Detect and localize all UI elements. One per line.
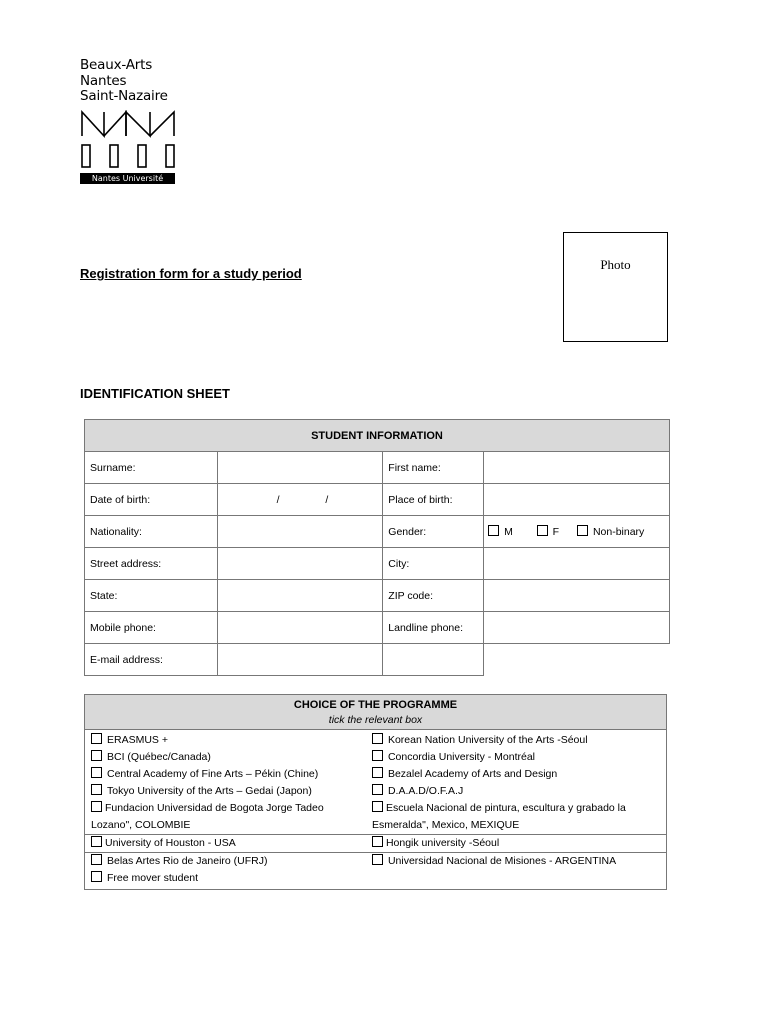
- zip-label: ZIP code:: [383, 580, 484, 612]
- option-esmeralda[interactable]: [372, 800, 666, 817]
- gender-m-checkbox[interactable]: [488, 525, 499, 536]
- checkbox[interactable]: [372, 854, 383, 865]
- first-name-label: First name:: [383, 452, 484, 484]
- option-label: D.A.A.D/O.F.A.J: [387, 785, 464, 797]
- registration-title: Registration form for a study period: [80, 266, 302, 281]
- surname-field[interactable]: [217, 452, 383, 484]
- email-field-ext[interactable]: [383, 644, 484, 676]
- option-bci[interactable]: [91, 749, 372, 766]
- option-label: Tokyo University of the Arts – Gedai (Japon): [107, 785, 312, 797]
- option-label: Escuela Nacional de pintura, escultura y grabado la: [385, 802, 626, 814]
- gender-m-label: M: [504, 526, 513, 538]
- option-label: Korean Nation University of the Arts -Séoul: [387, 734, 588, 746]
- email-label: E-mail address:: [85, 644, 218, 676]
- option-label: Concordia University - Montréal: [387, 751, 536, 763]
- checkbox[interactable]: [372, 801, 383, 812]
- nationality-field[interactable]: [217, 516, 383, 548]
- option-daad[interactable]: [372, 783, 666, 800]
- dob-field[interactable]: [217, 484, 383, 516]
- checkbox[interactable]: [372, 733, 383, 744]
- gender-label: Gender:: [383, 516, 484, 548]
- option-central-academy[interactable]: [91, 766, 372, 783]
- option-label: Fundacion Universidad de Bogota Jorge Tadeo: [105, 802, 324, 814]
- option-bezalel[interactable]: [372, 766, 666, 783]
- city-field[interactable]: [484, 548, 670, 580]
- option-tokyo[interactable]: [91, 783, 372, 800]
- logo-line-3: Saint-Nazaire: [80, 88, 168, 104]
- option-label: Universidad Nacional de Misiones - ARGENTINA: [387, 855, 617, 867]
- gender-nb-checkbox[interactable]: [577, 525, 588, 536]
- option-misiones[interactable]: [372, 853, 666, 870]
- photo-box: [563, 232, 668, 342]
- option-label: BCI (Québec/Canada): [107, 751, 211, 763]
- option-label: ERASMUS +: [107, 734, 168, 746]
- logo-line-2: Nantes: [80, 72, 127, 89]
- mobile-field[interactable]: [217, 612, 383, 644]
- checkbox[interactable]: [91, 854, 102, 865]
- street-label: Street address:: [85, 548, 218, 580]
- dob-slash-1: /: [276, 493, 280, 506]
- option-bogota-cont: Lozano", COLOMBIE: [85, 817, 372, 835]
- option-label: Hongik university -Séoul: [385, 837, 500, 849]
- first-name-field[interactable]: [484, 452, 670, 484]
- checkbox[interactable]: [372, 767, 383, 778]
- surname-label: Surname:: [85, 452, 218, 484]
- gender-nb-label: Non-binary: [592, 526, 645, 538]
- dob-slash-2: /: [325, 493, 329, 506]
- option-label: Belas Artes Rio de Janeiro (UFRJ): [107, 855, 268, 867]
- state-label: State:: [85, 580, 218, 612]
- checkbox[interactable]: [91, 871, 102, 882]
- programme-left-column: [85, 730, 372, 890]
- programme-table: [84, 694, 667, 890]
- place-of-birth-field[interactable]: [484, 484, 670, 516]
- photo-label: Photo: [600, 257, 631, 272]
- option-rio[interactable]: [91, 853, 372, 870]
- option-label: Central Academy of Fine Arts – Pékin (Chine): [107, 768, 319, 780]
- option-hongik[interactable]: [372, 835, 666, 853]
- gender-f-label: F: [552, 526, 560, 538]
- option-bogota[interactable]: [91, 800, 372, 817]
- checkbox[interactable]: [372, 836, 383, 847]
- gender-f-checkbox[interactable]: [537, 525, 548, 536]
- checkbox[interactable]: [91, 836, 102, 847]
- blank-cell: [484, 644, 670, 676]
- school-logo: [80, 58, 168, 105]
- logo-line-1: Beaux-Arts: [80, 57, 153, 73]
- option-label: Bezalel Academy of Arts and Design: [387, 768, 558, 780]
- checkbox[interactable]: [91, 750, 102, 761]
- nationality-label: Nationality:: [85, 516, 218, 548]
- gender-options: [484, 516, 670, 548]
- option-esmeralda-cont: Esmeralda", Mexico, MEXIQUE: [372, 817, 666, 835]
- zip-field[interactable]: [484, 580, 670, 612]
- option-label: University of Houston - USA: [105, 837, 236, 849]
- programme-header: [85, 695, 667, 730]
- logo-mark-icon: [80, 110, 176, 170]
- option-houston[interactable]: [85, 835, 372, 853]
- option-erasmus[interactable]: [91, 732, 372, 749]
- option-concordia[interactable]: [372, 749, 666, 766]
- landline-label: Landline phone:: [383, 612, 484, 644]
- programme-right-column: [372, 730, 667, 890]
- checkbox[interactable]: [372, 750, 383, 761]
- option-free-mover[interactable]: [91, 870, 372, 887]
- place-of-birth-label: Place of birth:: [383, 484, 484, 516]
- mobile-label: Mobile phone:: [85, 612, 218, 644]
- checkbox[interactable]: [91, 733, 102, 744]
- identification-title: IDENTIFICATION SHEET: [80, 386, 230, 401]
- option-korean[interactable]: [372, 732, 666, 749]
- state-field[interactable]: [217, 580, 383, 612]
- street-field[interactable]: [217, 548, 383, 580]
- programme-title: CHOICE OF THE PROGRAMME: [293, 699, 458, 711]
- email-field[interactable]: [217, 644, 383, 676]
- university-badge: Nantes Université: [80, 173, 175, 184]
- checkbox[interactable]: [91, 801, 102, 812]
- student-info-header: STUDENT INFORMATION: [85, 420, 670, 452]
- option-label: Free mover student: [107, 872, 199, 884]
- landline-field[interactable]: [484, 612, 670, 644]
- city-label: City:: [383, 548, 484, 580]
- programme-subtitle: tick the relevant box: [328, 714, 423, 726]
- checkbox[interactable]: [372, 784, 383, 795]
- checkbox[interactable]: [91, 784, 102, 795]
- student-info-table: [84, 419, 670, 676]
- checkbox[interactable]: [91, 767, 102, 778]
- dob-label: Date of birth:: [85, 484, 218, 516]
